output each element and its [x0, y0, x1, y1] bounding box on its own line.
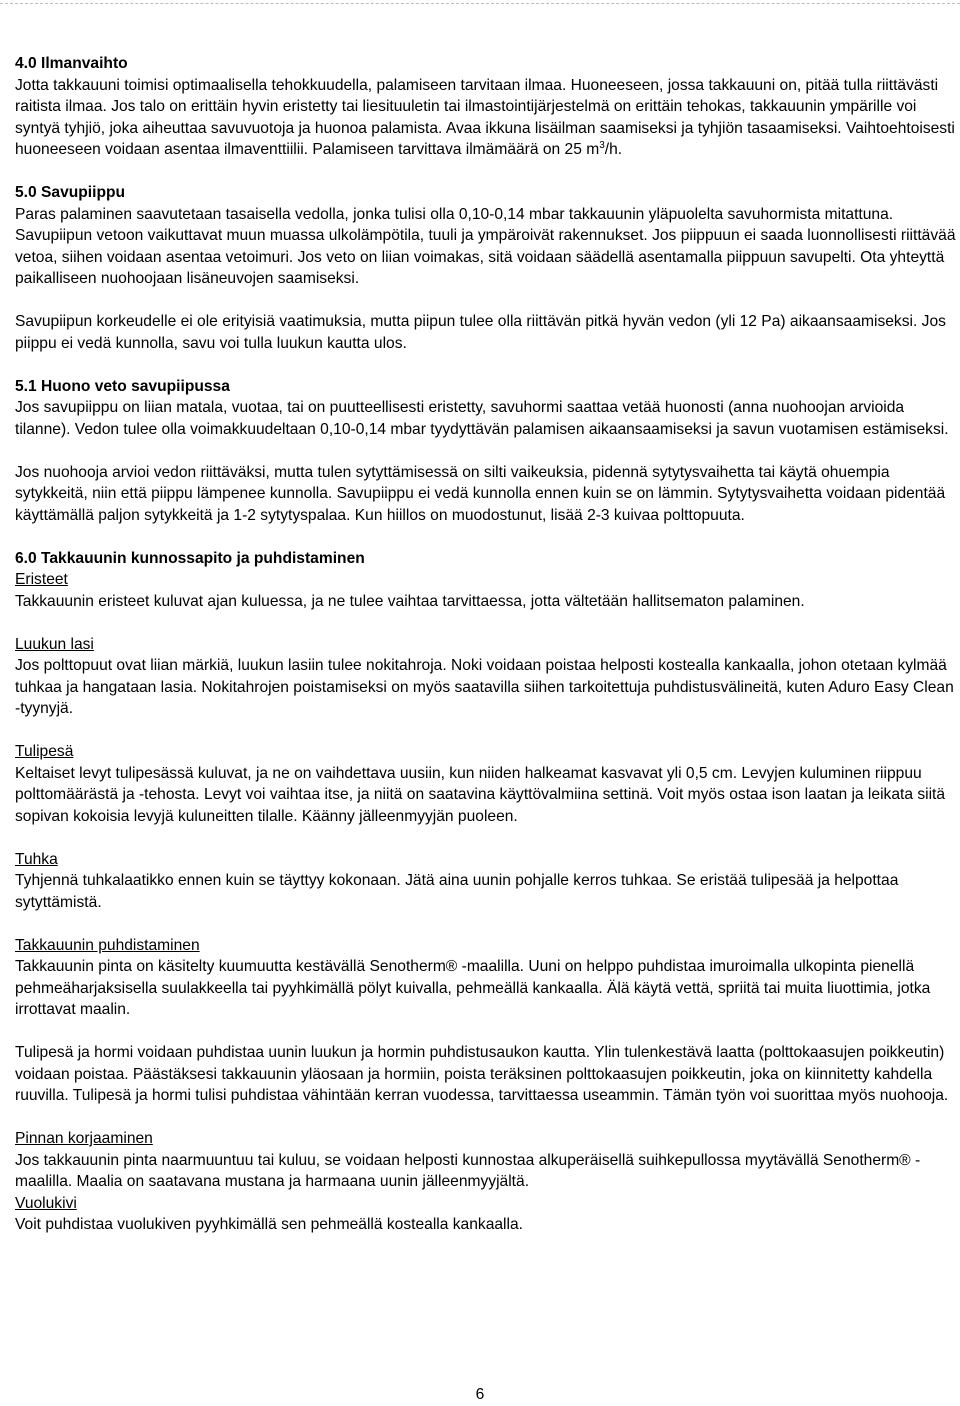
section-title-maintenance: 6.0 Takkauunin kunnossapito ja puhdistaminen [15, 549, 365, 567]
soapstone-paragraph: Voit puhdistaa vuolukiven pyyhkimällä sen pehmeällä kostealla kankaalla. [15, 1216, 523, 1233]
page-number: 6 [475, 1386, 485, 1403]
ventilation-superscript: 3 [599, 139, 605, 151]
subsection-firebox [15, 741, 960, 827]
section-ventilation [15, 53, 960, 161]
top-rule [0, 0, 960, 4]
section-chimney [15, 182, 960, 354]
subsection-title-ash: Tuhka [15, 850, 58, 868]
subsection-title-door-glass: Luukun lasi [15, 635, 94, 653]
section-title-ventilation: 4.0 Ilmanvaihto [15, 55, 128, 72]
gaskets-paragraph: Takkauunin eristeet kuluvat ajan kuluessa, ja ne tulee vaihtaa tarvittaessa, jotta vältetään hallitsematon palaminen. [15, 592, 805, 610]
cleaning-paragraph-1: Takkauunin pinta on käsitelty kuumuutta kestävällä Senotherm® -maalilla. Uuni on helppo puhdistaa imuroimalla ulkopinta pienellä pehmeäharjaksisella suulakkeella tai pyyhkimällä pölyt kuivalla, pehmeällä kankaalla. Älä käytä vettä, spriitä tai muita liuottimia, jotka irrottavat maalin. [15, 958, 931, 1018]
subsection-title-cleaning: Takkauunin puhdistaminen [15, 936, 200, 954]
section-poor-draught [15, 376, 960, 527]
cleaning-paragraph-2: Tulipesä ja hormi voidaan puhdistaa uunin luukun ja hormin puhdistusaukon kautta. Ylin tulenkestävä laatta (polttokaasujen poikkeutin) voidaan poistaa. Päästäksesi takkauunin yläosaan ja hormiin, poista teräksinen polttokaasujen poikkeutin, joka on kiinnitetty kahdella ruuvilla. Tulipesä ja hormi tulisi puhdistaa vähintään kerran vuodessa, tarvittaessa useammin. Tämän työn voi suorittaa myös nuohooja. [15, 1044, 949, 1104]
subsection-cleaning [15, 935, 960, 1107]
ventilation-text: Jotta takkauuni toimisi optimaalisella tehokkuudella, palamiseen tarvitaan ilmaa. Huoneeseen, jossa takkauuni on, pitää tulla riittävästi raitista ilmaa. Jos talo on erittäin hyvin eristetty tai liesituuletin tai ilmastointijärjestelmä on erittäin tehokas, takkauunin ympärille voi syntyä tyhjiö, joka aiheuttaa savuvuotoja ja huonoa palamista. Avaa ikkuna lisäilman saamiseksi ja tyhjiön tasaamiseksi. Vaihtoehtoisesti huoneeseen voidaan asentaa ilmaventtiilii. Palamiseen tarvittava ilmämäärä on 25 m [15, 76, 955, 158]
firebox-paragraph: Keltaiset levyt tulipesässä kuluvat, ja ne on vaihdettava uusiin, kun niiden halkeamat kasvavat yli 0,5 cm. Levyjen kuluminen riippuu polttomäärästä ja -tehosta. Levyt voi vaihtaa itse, ja niitä on saatavina käyttövalmiina settinä. Voit myös ostaa ison laatan ja leikata siitä sopivan kokoisia levyjä kuluneitten tilalle. Käänny jälleenmyyjän puoleen. [15, 764, 946, 825]
subsection-gaskets [15, 569, 960, 612]
door-glass-paragraph: Jos polttopuut ovat liian märkiä, luukun lasiin tulee nokitahroja. Noki voidaan poistaa helposti kostealla kankaalla, johon otetaan kylmää tuhkaa ja hangataan lasia. Nokitahrojen poistamiseksi on myös saatavilla siihen tarkoitettuja puhdistusvälineitä, kuten Aduro Easy Clean -tyynyjä. [15, 657, 954, 717]
ventilation-paragraph [15, 75, 960, 161]
document-page [15, 53, 960, 1236]
section-maintenance [15, 548, 960, 1236]
ventilation-unit: /h. [604, 141, 623, 158]
subsection-title-gaskets: Eristeet [15, 571, 68, 588]
section-title-chimney: 5.0 Savupiippu [15, 184, 126, 201]
subsection-surface-repair [15, 1128, 960, 1193]
subsection-title-surface-repair: Pinnan korjaaminen [15, 1130, 153, 1147]
poor-draught-paragraph-1: Jos savupiippu on liian matala, vuotaa, tai on puutteellisesti eristetty, savuhormi saattaa vetää huonosti (anna nuohoojan arvioida tilanne). Vedon tulee olla voimakkuudeltaan 0,10-0,14 mbar tyydyttävän palamisen aikaansaamiseksi ja savun vuotamisen estämiseksi. [15, 399, 949, 438]
subsection-title-soapstone: Vuolukivi [15, 1194, 77, 1212]
poor-draught-paragraph-2: Jos nuohooja arvioi vedon riittäväksi, mutta tulen sytyttämisessä on silti vaikeuksia, pidennä sytytysvaihetta tai käytä ohuempia sytykkeitä, niin että piippu lämpenee kunnolla. Savupiippu ei vedä kunnolla ennen kuin se on lämmin. Sytytysvaihetta voidaan pidentää käyttämällä paljon sytykkeitä ja 1-2 sytytyspalaa. Kun hiillos on muodostunut, lisää 2-3 kuivaa polttopuuta. [15, 463, 946, 524]
subsection-door-glass [15, 634, 960, 720]
surface-repair-paragraph: Jos takkauunin pinta naarmuuntuu tai kuluu, se voidaan helposti kunnostaa alkuperäisellä suihkepullossa myytävällä Senotherm® -maalilla. Maalia on saatavana mustana ja harmaana uunin jälleenmyyjältä. [15, 1151, 921, 1190]
ash-paragraph: Tyhjennä tuhkalaatikko ennen kuin se täyttyy kokonaan. Jätä aina uunin pohjalle kerros tuhkaa. Se eristää tulipesää ja helpottaa sytyttämistä. [15, 872, 899, 911]
section-title-poor-draught: 5.1 Huono veto savupiipussa [15, 377, 230, 395]
subsection-title-firebox: Tulipesä [15, 743, 74, 760]
chimney-paragraph-2: Savupiipun korkeudelle ei ole erityisiä vaatimuksia, mutta piipun tulee olla riittävän pitkä hyvän vedon (yli 12 Pa) aikaansaamiseksi. Jos piippu ei vedä kunnolla, savu voi tulla luukun kautta ulos. [15, 313, 946, 352]
subsection-ash [15, 849, 960, 914]
chimney-paragraph-1: Paras palaminen saavutetaan tasaisella vedolla, jonka tulisi olla 0,10-0,14 mbar takkauunin yläpuolelta savuhormista mitattuna. Savupiipun vetoon vaikuttavat muun muassa ulkolämpötila, tuuli ja ympäroivät rakennukset. Jos piippuun ei saada luonnollisesti riittävää vetoa, siihen voidaan asentaa vetoimuri. Jos veto on liian voimakas, sitä voidaan säädellä asentamalla piippuun savupelti. Ota yhteyttä paikalliseen nuohoojaan lisäneuvojen saamiseksi. [15, 205, 956, 287]
subsection-soapstone [15, 1193, 960, 1236]
